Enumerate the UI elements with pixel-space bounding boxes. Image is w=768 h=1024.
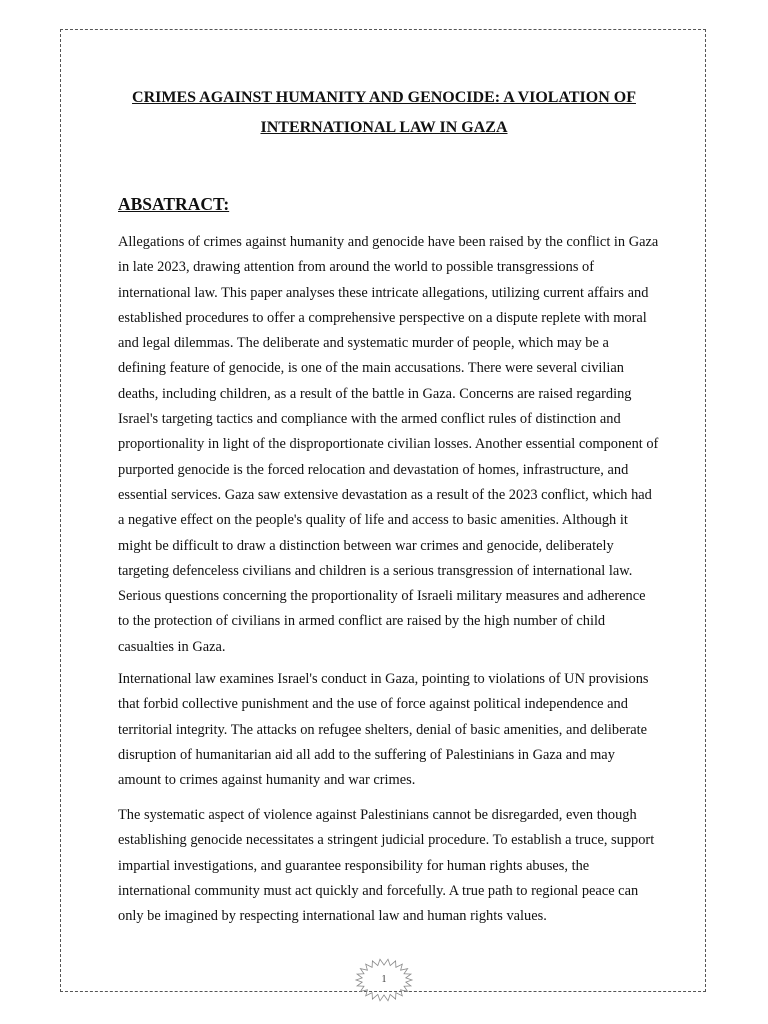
paragraph-line: deaths, including children, as a result of the battle in Gaza. Concerns are raised regarding: [118, 385, 632, 402]
page-number: 1: [381, 974, 387, 985]
paragraph-2: [118, 667, 654, 793]
paragraph-line: only be imagined by respecting international law and human rights values.: [118, 908, 547, 925]
page-number-badge: [354, 956, 414, 1002]
paragraph-line: targeting defenceless civilians and children is a serious transgression of international law.: [118, 562, 633, 579]
paragraph-line: international community must act quickly and forcefully. A true path to regional peace can: [118, 882, 639, 899]
document-title: [100, 83, 668, 143]
paragraph-line: The systematic aspect of violence against Palestinians cannot be disregarded, even though: [118, 807, 637, 823]
paragraph-line: defining feature of genocide, is one of the main accusations. There were several civilian: [118, 360, 624, 377]
paragraph-line: to the protection of civilians in armed conflict are raised by the high number of child: [118, 613, 606, 630]
paragraph-line: casualties in Gaza.: [118, 638, 226, 655]
paragraph-line: Allegations of crimes against humanity and genocide have been raised by the conflict in Gaza: [118, 234, 659, 250]
paragraph-line: disruption of humanitarian aid all add to the suffering of Palestinians in Gaza and may: [118, 746, 615, 763]
paragraph-line: establishing genocide necessitates a stringent judicial procedure. To establish a truce, support: [118, 832, 655, 849]
paragraph-line: proportionality in light of the disproportionate civilian losses. Another essential component of: [118, 436, 659, 453]
paragraph-3: [118, 803, 654, 929]
paragraph-1: [118, 230, 659, 660]
paragraph-line: essential services. Gaza saw extensive devastation as a result of the 2023 conflict, which had: [118, 486, 652, 503]
title-line: INTERNATIONAL LAW IN GAZA: [260, 119, 508, 136]
paragraph-line: that forbid collective punishment and the use of force against political independence and: [118, 696, 628, 713]
paragraph-line: International law examines Israel's conduct in Gaza, pointing to violations of UN provisions: [118, 671, 649, 687]
paragraph-line: amount to crimes against humanity and war crimes.: [118, 772, 416, 789]
paragraph-line: and legal dilemmas. The deliberate and systematic murder of people, which may be a: [118, 335, 609, 352]
paragraph-line: purported genocide is the forced relocation and devastation of homes, infrastructure, and: [118, 461, 629, 478]
paragraph-line: territorial integrity. The attacks on refugee shelters, denial of basic amenities, and deliberate: [118, 721, 648, 738]
paragraph-line: international law. This paper analyses these intricate allegations, utilizing current affairs and: [118, 284, 649, 301]
paragraph-line: Serious questions concerning the proportionality of Israeli military measures and adherence: [118, 588, 646, 605]
paragraph-line: Israel's targeting tactics and compliance with the armed conflict rules of distinction and: [118, 411, 621, 428]
abstract-heading: ABSATRACT:: [118, 194, 230, 214]
paragraph-line: in late 2023, drawing attention from around the world to possible transgressions of: [118, 259, 595, 276]
paragraph-line: established procedures to offer a comprehensive perspective on a dispute replete with moral: [118, 309, 647, 326]
paragraph-line: impartial investigations, and guarantee responsibility for human rights abuses, the: [118, 857, 590, 874]
paragraph-line: a negative effect on the people's quality of life and access to basic amenities. Although it: [118, 512, 628, 529]
paragraph-line: might be difficult to draw a distinction between war crimes and genocide, deliberately: [118, 537, 614, 554]
title-line: CRIMES AGAINST HUMANITY AND GENOCIDE: A VIOLATION OF: [132, 89, 636, 106]
